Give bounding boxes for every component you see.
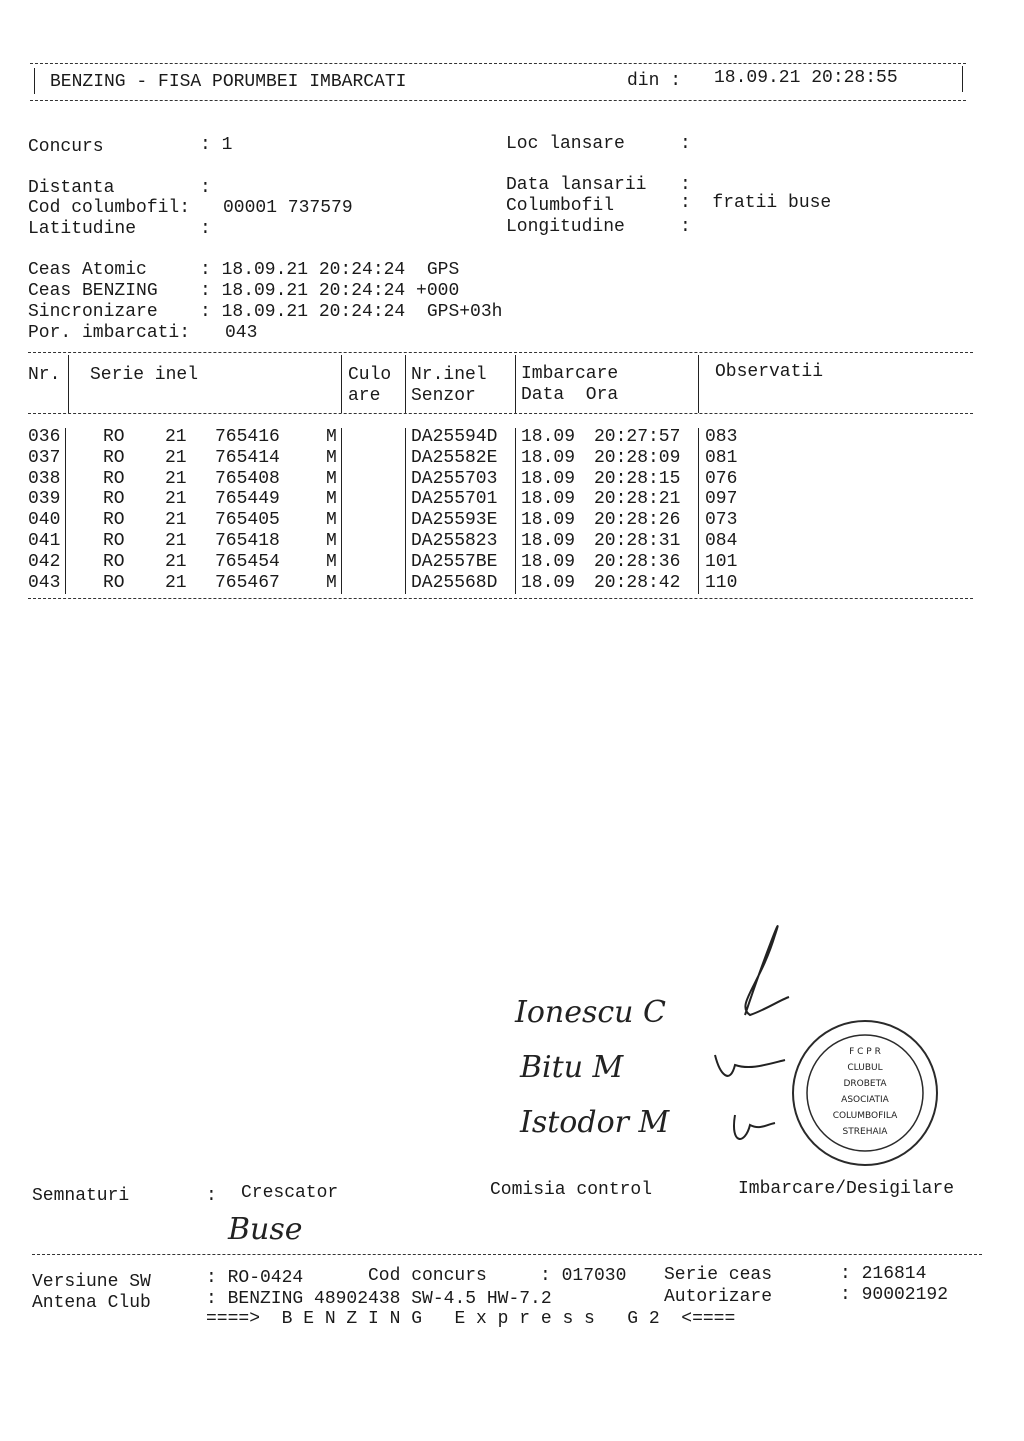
year: 21 [165, 572, 187, 593]
sensor-ring: DA255703 [411, 468, 498, 489]
observation: 101 [705, 551, 738, 572]
observation: 076 [705, 468, 738, 489]
sex: M [326, 531, 337, 551]
divider [30, 63, 966, 64]
year: 21 [165, 489, 187, 510]
columbofil-label: Columbofil [506, 196, 615, 216]
handwritten-signature: Istodor M [520, 1105, 670, 1140]
year: 21 [165, 510, 187, 531]
sex: M [326, 572, 337, 593]
signature-scribbles [705, 915, 790, 1175]
country: RO [103, 572, 125, 593]
embark-date: 18.09 [521, 510, 576, 531]
serie-ceas-value: : 216814 [840, 1264, 927, 1284]
semnaturi-label: Semnaturi [32, 1186, 130, 1206]
row-nr: 041 [28, 531, 61, 551]
row-nr: 042 [28, 551, 61, 572]
concurs-value: : 1 [200, 135, 233, 155]
observation: 073 [705, 510, 738, 531]
border [34, 68, 35, 94]
country: RO [103, 551, 125, 572]
cod-concurs-label: Cod concurs [368, 1266, 487, 1286]
crescator-label: Crescator [241, 1183, 339, 1203]
sensor-ring: DA25568D [411, 572, 498, 593]
latitudine-label: Latitudine [28, 219, 137, 239]
columbofil-value: : fratii buse [680, 193, 832, 213]
autorizare-label: Autorizare [664, 1287, 773, 1307]
brand-line: ====> B E N Z I N G E x p r e s s G 2 <==== [206, 1309, 736, 1329]
col-border [65, 428, 66, 594]
embark-time: 20:28:36 [594, 551, 681, 572]
imbarcare-desigilare-label: Imbarcare/Desigilare [738, 1179, 955, 1199]
border [962, 66, 963, 92]
longitudine-label: Longitudine [506, 217, 625, 237]
row-nr: 037 [28, 447, 61, 468]
svg-text:CLUBUL: CLUBUL [847, 1063, 883, 1073]
sensor-ring: DA25594D [411, 427, 498, 447]
col-observatii: Observatii [715, 362, 824, 382]
ring-number: 765405 [215, 510, 280, 531]
loc-lansare-label: Loc lansare [506, 134, 625, 154]
cod-columbofil-label: Cod columbofil: [28, 198, 191, 218]
row-nr: 039 [28, 489, 61, 510]
document-title: BENZING - FISA PORUMBEI IMBARCATI [50, 72, 407, 92]
col-culoare: Culo [348, 365, 392, 385]
ring-number: 765416 [215, 427, 280, 447]
sensor-ring: DA25593E [411, 510, 498, 531]
row-nr: 038 [28, 468, 61, 489]
semnaturi-colon: : [206, 1186, 217, 1206]
ring-number: 765408 [215, 468, 280, 489]
col-senzor: Senzor [411, 386, 476, 406]
year: 21 [165, 551, 187, 572]
year: 21 [165, 531, 187, 551]
ceas-benzing-label: Ceas BENZING [28, 281, 158, 301]
ring-number: 765454 [215, 551, 280, 572]
sex: M [326, 427, 337, 447]
cod-concurs-value: : 017030 [540, 1266, 627, 1286]
col-serie-inel: Serie inel [90, 365, 199, 385]
embark-date: 18.09 [521, 572, 576, 593]
por-imbarcati-value: 043 [225, 323, 258, 343]
loc-lansare-value: : [680, 134, 691, 154]
sensor-ring: DA2557BE [411, 551, 498, 572]
col-border [698, 355, 699, 413]
din-label: din : [627, 71, 682, 91]
divider [28, 598, 973, 599]
embark-time: 20:28:42 [594, 572, 681, 593]
row-nr: 040 [28, 510, 61, 531]
antena-club-value: : BENZING 48902438 SW-4.5 HW-7.2 [206, 1289, 552, 1309]
data-lansarii-label: Data lansarii [506, 175, 647, 195]
col-nr: Nr. [28, 365, 61, 385]
ring-number: 765418 [215, 531, 280, 551]
sensor-ring: DA255701 [411, 489, 498, 510]
col-nr-inel: Nr.inel [411, 365, 487, 385]
ring-number: 765467 [215, 572, 280, 593]
svg-text:DROBETA: DROBETA [843, 1079, 887, 1089]
handwritten-signature: Ionescu C [515, 995, 666, 1030]
embark-date: 18.09 [521, 531, 576, 551]
col-border [341, 428, 342, 594]
comisia-control-label: Comisia control [490, 1180, 653, 1200]
col-border [341, 355, 342, 413]
col-border [405, 355, 406, 413]
divider [28, 413, 973, 414]
col-border [515, 428, 516, 594]
row-nr: 043 [28, 572, 61, 593]
sex: M [326, 510, 337, 531]
country: RO [103, 489, 125, 510]
data-lansarii-value: : [680, 175, 691, 195]
embark-time: 20:28:31 [594, 531, 681, 551]
col-culoare-2: are [348, 386, 381, 406]
observation: 081 [705, 447, 738, 468]
sincronizare-value: : 18.09.21 20:24:24 GPS+03h [200, 302, 503, 322]
embark-date: 18.09 [521, 551, 576, 572]
sincronizare-label: Sincronizare [28, 302, 158, 322]
sex: M [326, 551, 337, 572]
svg-text:COLUMBOFILA: COLUMBOFILA [832, 1111, 898, 1121]
antena-club-label: Antena Club [32, 1293, 151, 1313]
sensor-ring: DA25582E [411, 447, 498, 468]
col-border [698, 428, 699, 594]
ring-number: 765449 [215, 489, 280, 510]
svg-text:ASOCIATIA: ASOCIATIA [841, 1095, 889, 1105]
embark-date: 18.09 [521, 447, 576, 468]
year: 21 [165, 468, 187, 489]
country: RO [103, 427, 125, 447]
country: RO [103, 447, 125, 468]
divider [30, 100, 966, 101]
embark-time: 20:28:09 [594, 447, 681, 468]
col-border [405, 428, 406, 594]
col-border [515, 355, 516, 413]
sex: M [326, 468, 337, 489]
ring-number: 765414 [215, 447, 280, 468]
svg-text:STREHAIA: STREHAIA [842, 1127, 888, 1137]
distanta-value: : [200, 178, 211, 198]
col-data-ora: Data Ora [521, 385, 619, 405]
divider [28, 352, 973, 353]
autorizare-value: : 90002192 [840, 1285, 949, 1305]
distanta-label: Distanta [28, 178, 115, 198]
versiune-sw-label: Versiune SW [32, 1272, 151, 1292]
print-timestamp: 18.09.21 20:28:55 [714, 68, 898, 88]
embark-date: 18.09 [521, 468, 576, 489]
embark-date: 18.09 [521, 489, 576, 510]
country: RO [103, 468, 125, 489]
handwritten-signature: Buse [228, 1212, 303, 1247]
observation: 110 [705, 572, 738, 593]
versiune-sw-value: : RO-0424 [206, 1268, 304, 1288]
sex: M [326, 447, 337, 468]
ceas-atomic-value: : 18.09.21 20:24:24 GPS [200, 260, 460, 280]
handwritten-signature: Bitu M [520, 1050, 624, 1085]
year: 21 [165, 447, 187, 468]
ceas-atomic-label: Ceas Atomic [28, 260, 147, 280]
observation: 097 [705, 489, 738, 510]
observation: 083 [705, 427, 738, 447]
embark-time: 20:27:57 [594, 427, 681, 447]
country: RO [103, 510, 125, 531]
ceas-benzing-value: : 18.09.21 20:24:24 +000 [200, 281, 460, 301]
longitudine-value: : [680, 217, 691, 237]
embark-time: 20:28:15 [594, 468, 681, 489]
embark-time: 20:28:26 [594, 510, 681, 531]
sex: M [326, 489, 337, 510]
col-imbarcare: Imbarcare [521, 364, 619, 384]
year: 21 [165, 427, 187, 447]
club-stamp [790, 1018, 940, 1168]
svg-text:F C P R: F C P R [849, 1047, 881, 1057]
embark-time: 20:28:21 [594, 489, 681, 510]
cod-columbofil-value: 00001 737579 [223, 198, 353, 218]
col-border [68, 355, 69, 413]
observation: 084 [705, 531, 738, 551]
concurs-label: Concurs [28, 137, 104, 157]
serie-ceas-label: Serie ceas [664, 1265, 773, 1285]
country: RO [103, 531, 125, 551]
por-imbarcati-label: Por. imbarcati: [28, 323, 191, 343]
row-nr: 036 [28, 427, 61, 447]
sensor-ring: DA255823 [411, 531, 498, 551]
divider [32, 1254, 982, 1255]
embark-date: 18.09 [521, 427, 576, 447]
latitudine-value: : [200, 219, 211, 239]
